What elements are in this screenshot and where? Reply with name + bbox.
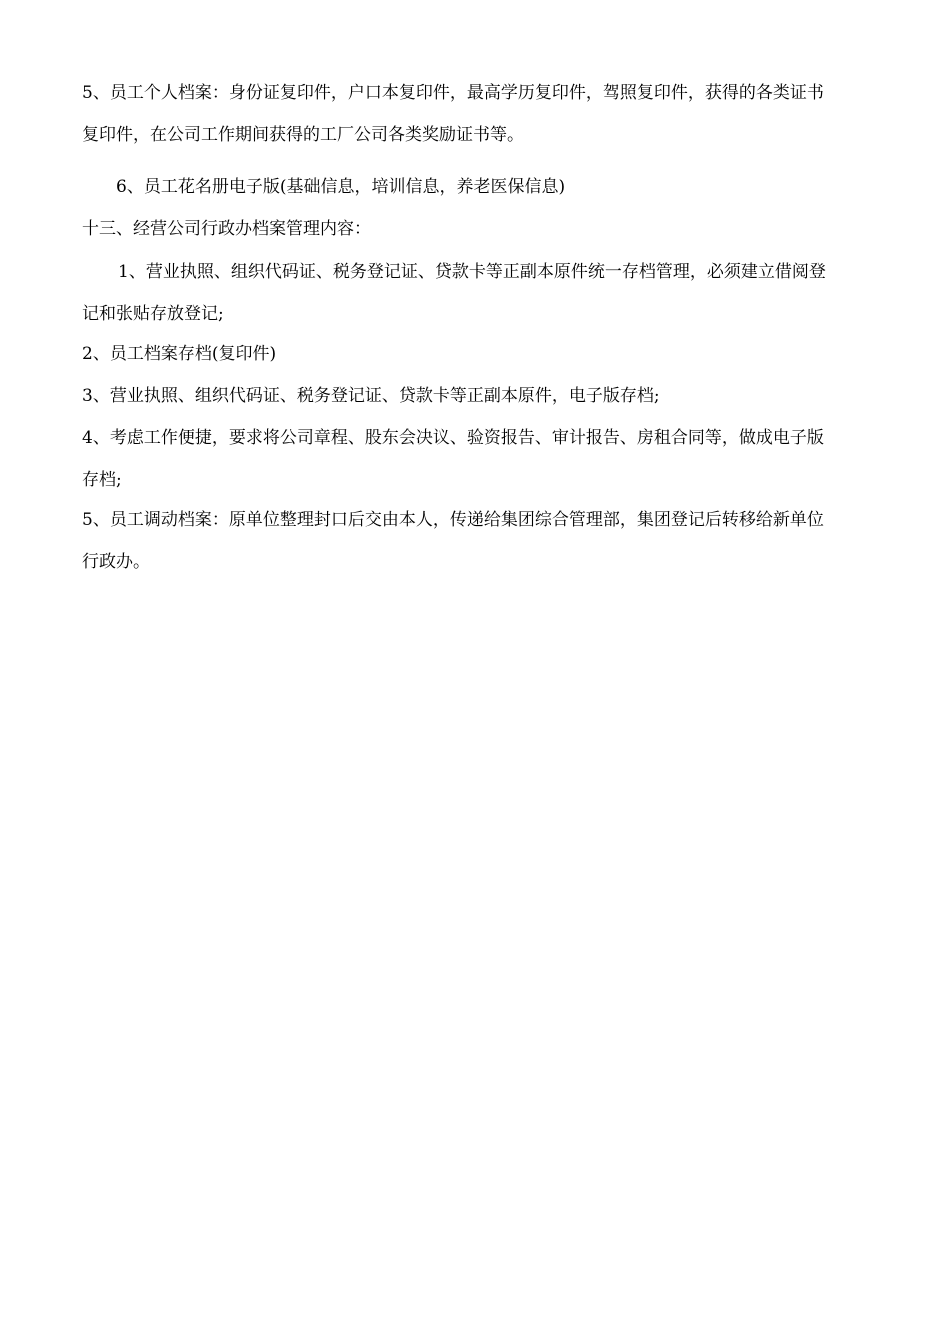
paragraph-line: 记和张贴存放登记; — [82, 304, 224, 324]
paragraph-line: 2、员工档案存档(复印件) — [82, 344, 277, 364]
paragraph-employee-personal-file — [82, 72, 872, 156]
paragraph-line: 4、考虑工作便捷，要求将公司章程、股东会决议、验资报告、审计报告、房租合同等，做成电子版 — [82, 428, 824, 448]
paragraph-license-electronic — [82, 375, 872, 417]
paragraph-line: 3、营业执照、组织代码证、税务登记证、贷款卡等正副本原件，电子版存档; — [82, 386, 660, 406]
paragraph-employee-roster — [116, 166, 906, 208]
paragraph-company-documents-electronic — [82, 417, 872, 501]
section-heading-13 — [82, 208, 872, 250]
paragraph-line: 6、员工花名册电子版(基础信息，培训信息，养老医保信息) — [116, 177, 566, 197]
paragraph-employee-file-archive — [82, 333, 872, 375]
paragraph-line: 1、营业执照、组织代码证、税务登记证、贷款卡等正副本原件统一存档管理，必须建立借阅登 — [118, 262, 826, 282]
paragraph-line: 行政办。 — [82, 552, 150, 572]
paragraph-line: 存档; — [82, 470, 122, 490]
paragraph-license-archive — [82, 251, 872, 335]
paragraph-line: 5、员工调动档案：原单位整理封口后交由本人，传递给集团综合管理部，集团登记后转移给新单位 — [82, 510, 824, 530]
paragraph-line: 复印件，在公司工作期间获得的工厂公司各类奖励证书等。 — [82, 125, 524, 145]
paragraph-line: 5、员工个人档案：身份证复印件，户口本复印件，最高学历复印件，驾照复印件，获得的各类证书 — [82, 83, 824, 103]
section-heading-text: 十三、经营公司行政办档案管理内容： — [82, 219, 371, 239]
paragraph-employee-transfer-file — [82, 499, 872, 583]
